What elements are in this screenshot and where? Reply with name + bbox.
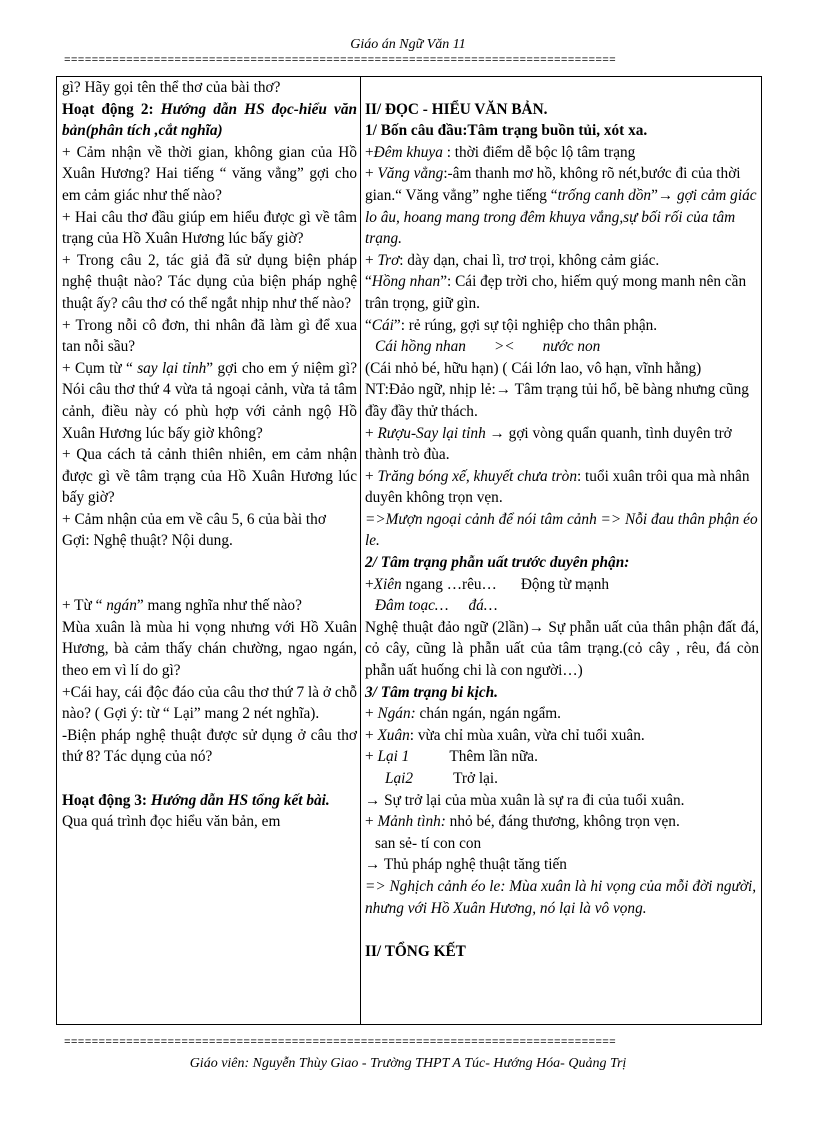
note-lai-2: Lại2 Trở lại.	[385, 770, 498, 787]
spacer	[62, 768, 357, 790]
bottom-separator: ================================================================================	[64, 1038, 617, 1049]
lesson-table	[56, 76, 762, 1025]
note-manh-tinh: + Mảnh tình: nhỏ bé, đáng thương, không trọn vẹn.	[365, 813, 680, 831]
activity-2-heading: Hoạt động 2: Hướng dẫn HS đọc-hiểu văn bản(phân tích ,cắt nghĩa)	[62, 100, 357, 140]
note-ngan: + Ngán: chán ngán, ngán ngẩm.	[365, 705, 561, 723]
question-line: gì? Hãy gọi tên thể thơ của bài thơ?	[62, 79, 281, 96]
note-hong-nhan: “Hồng nhan”: Cái đẹp trời cho, hiếm quý mong manh nên cần trân trọng, giữ gìn.	[365, 273, 747, 312]
question-time-space: + Cảm nhận về thời gian, không gian của Hồ Xuân Hương? Hai tiếng “ văng vẳng” gợi cho em cảm giác như thế nào?	[62, 143, 357, 204]
note-return: → Sự trở lại của mùa xuân là sự ra đi của tuổi xuân.	[365, 791, 685, 809]
note-ruou: + Rượu-Say lại tỉnh → gợi vòng quẩn quanh, tình duyên trở thành trò đùa.	[365, 424, 732, 464]
note-dem-khuya: +Đêm khuya : thời điểm dễ bộc lộ tâm trạng	[365, 143, 636, 161]
question-ngan: + Từ “ ngán” mang nghĩa như thế nào?	[62, 597, 302, 615]
question-nature: + Qua cách tả cảnh thiên nhiên, em cảm nhận được gì về tâm trạng của Hồ Xuân Hương lúc bấy giờ?	[62, 446, 357, 507]
note-gradation: → Thủ pháp nghệ thuật tăng tiến	[365, 856, 567, 874]
contrast-explanation: (Cái nhỏ bé, hữu hạn) ( Cái lớn lao, vô hạn, vĩnh hằng)	[365, 359, 702, 377]
question-spring: Mùa xuân là mùa hi vọng nhưng với Hồ Xuân Hương, bà cảm thấy chán chường, ngao ngán, theo em vì lí do gì?	[62, 618, 357, 680]
content-column	[365, 77, 759, 962]
note-san-se: san sẻ- tí con con	[375, 834, 482, 852]
conclusion-3: => Nghịch cảnh éo le: Mùa xuân là hi vọng của mỗi đời người, nhưng với Hồ Xuân Hương, nó lại là vô vọng.	[365, 877, 757, 917]
contrast-line: Cái hồng nhan >< nước non	[375, 338, 601, 356]
spacer	[365, 77, 759, 99]
question-say-lai-tinh: + Cụm từ “ say lại tỉnh” gợi cho em ý niệm gì? Nói câu thơ thứ 4 vừa tả ngoại cảnh, vừa tả tâm cảnh, điều này có phù hợp với cảnh ngộ Hồ Xuân Hương lúc bấy giờ không?	[62, 359, 357, 442]
activity-3-heading: Hoạt động 3: Hướng dẫn HS tổng kết bài.	[62, 791, 330, 809]
top-separator: ================================================================================	[64, 56, 617, 67]
inversion-note: Nghệ thuật đảo ngữ (2lần)→ Sự phẫn uất của thân phận đất đá, cỏ cây, cũng là phẫn uất của tâm trạng.(cỏ cây , rêu, đá còn phẫn uất huống chi là con người…)	[365, 618, 759, 680]
technique-note: NT:Đảo ngữ, nhịp lẻ:→ Tâm trạng tủi hổ, bẽ bàng nhưng cũng đầy đầy thử thách.	[365, 381, 749, 420]
note-xuan: + Xuân: vừa chỉ mùa xuân, vừa chỉ tuổi xuân.	[365, 726, 645, 744]
note-cai: “Cái”: rẻ rúng, gợi sự tội nghiệp cho thân phận.	[365, 316, 658, 334]
note-lai-1: + Lại 1 Thêm lần nữa.	[365, 748, 538, 766]
subsection-1-heading: 1/ Bốn câu đầu:Tâm trạng buồn tủi, xót xa.	[365, 122, 648, 140]
question-line-8: -Biện pháp nghệ thuật được sử dụng ở câu thơ thứ 8? Tác dụng của nó?	[62, 726, 357, 766]
page-header: Giáo án Ngữ Văn 11	[350, 37, 466, 52]
column-divider	[360, 77, 361, 1024]
page-footer: Giáo viên: Nguyễn Thùy Giao - Trường THPT A Túc- Hướng Hóa- Quảng Trị	[189, 1056, 627, 1071]
spacer	[365, 919, 759, 941]
spacer	[62, 552, 357, 595]
question-loneliness: + Trong nỗi cô đơn, thi nhân đã làm gì để xua tan nỗi sầu?	[62, 316, 357, 356]
note-xien: +Xiên ngang …rêu… Động từ mạnh	[365, 575, 610, 593]
subsection-3-heading: 3/ Tâm trạng bi kịch.	[365, 683, 499, 701]
question-summary: Qua quá trình đọc hiểu văn bản, em	[62, 813, 281, 831]
note-vang-vang: + Văng vẳng:-âm thanh mơ hồ, không rõ nét,bước đi của thời gian.“ Văng vẳng” nghe tiếng “trống canh dồn”→ gợi cảm giác lo âu, hoang mang trong đêm khuya vắng,sự bối rối của tâm trạng.	[365, 165, 757, 248]
note-trang: + Trăng bóng xế, khuyết chưa tròn: tuổi xuân trôi qua mà nhân duyên không trọn vẹn.	[365, 467, 750, 507]
question-lines-5-6: + Cảm nhận của em về câu 5, 6 của bài thơ	[62, 510, 326, 528]
note-tro: + Trơ: dày dạn, chai lì, trơ trọi, không cảm giác.	[365, 251, 660, 269]
teacher-activity-column	[62, 77, 357, 833]
question-line-7: +Cái hay, cái độc đáo của câu thơ thứ 7 là ở chỗ nào? ( Gợi ý: từ “ Lại” mang 2 nét nghĩa).	[62, 683, 357, 723]
section-heading-summary: II/ TỔNG KẾT	[365, 942, 466, 960]
question-line-2-technique: + Trong câu 2, tác giả đã sử dụng biện pháp nghệ thuật nào? Tác dụng của biện pháp nghệ thuật ấy? câu thơ có thể ngắt nhịp như thế nào?	[62, 251, 357, 312]
note-dam: Đâm toạc… đá…	[375, 597, 498, 615]
question-first-lines: + Hai câu thơ đầu giúp em hiểu được gì về tâm trạng của Hồ Xuân Hương lúc bấy giờ?	[62, 208, 357, 248]
hint-line: Gợi: Nghệ thuật? Nội dung.	[62, 532, 233, 550]
section-heading-reading: II/ ĐỌC - HIỂU VĂN BẢN.	[365, 100, 548, 118]
subsection-2-heading: 2/ Tâm trạng phẫn uất trước duyên phận:	[365, 554, 630, 572]
conclusion-1: =>Mượn ngoại cảnh để nói tâm cảnh => Nỗi đau thân phận éo le.	[365, 510, 758, 550]
